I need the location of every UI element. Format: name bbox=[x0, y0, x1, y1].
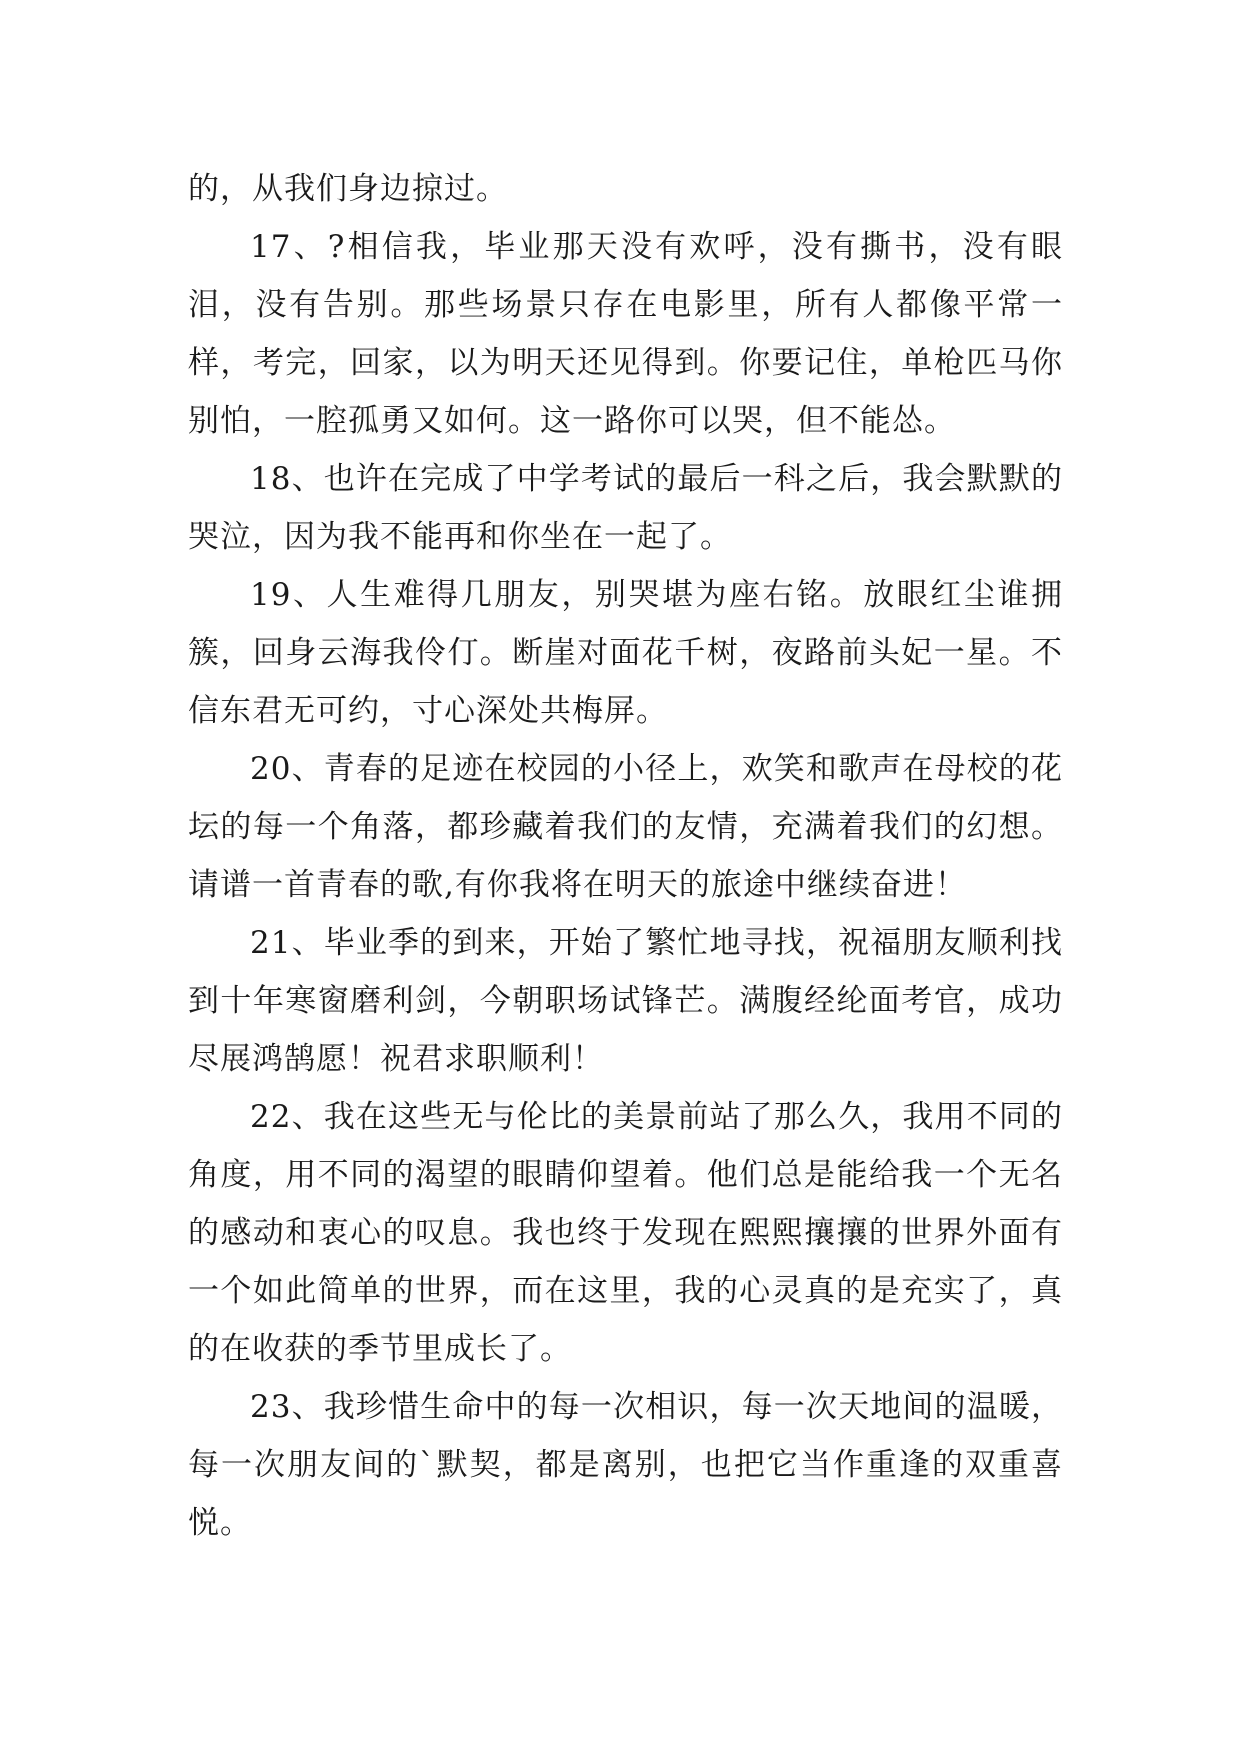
paragraph-item-18: 18、也许在完成了中学考试的最后一科之后，我会默默的哭泣，因为我不能再和你坐在一起了。 bbox=[188, 461, 1063, 555]
paragraph-continuation: 的，从我们身边掠过。 bbox=[188, 171, 508, 207]
paragraph-item-22: 22、我在这些无与伦比的美景前站了那么久，我用不同的角度，用不同的渴望的眼睛仰望着。他们总是能给我一个无名的感动和衷心的叹息。我也终于发现在熙熙攘攘的世界外面有一个如此简单的世界，而在这里，我的心灵真的是充实了，真的在收获的季节里成长了。 bbox=[188, 1099, 1063, 1367]
paragraph-item-20: 20、青春的足迹在校园的小径上，欢笑和歌声在母校的花坛的每一个角落，都珍藏着我们的友情，充满着我们的幻想。请谱一首青春的歌,有你我将在明天的旅途中继续奋进！ bbox=[188, 751, 1063, 903]
paragraph-item-19: 19、人生难得几朋友，别哭堪为座右铭。放眼红尘谁拥簇，回身云海我伶仃。断崖对面花千树，夜路前头妃一星。不信东君无可约，寸心深处共梅屏。 bbox=[188, 577, 1063, 729]
document-body bbox=[188, 160, 1063, 1552]
paragraph-item-17: 17、?相信我，毕业那天没有欢呼，没有撕书，没有眼泪，没有告别。那些场景只存在电影里，所有人都像平常一样，考完，回家，以为明天还见得到。你要记住，单枪匹马你别怕，一腔孤勇又如何。这一路你可以哭，但不能怂。 bbox=[188, 229, 1063, 439]
paragraph-item-23: 23、我珍惜生命中的每一次相识，每一次天地间的温暖，每一次朋友间的`默契，都是离别，也把它当作重逢的双重喜悦。 bbox=[188, 1389, 1063, 1541]
paragraph-item-21: 21、毕业季的到来，开始了繁忙地寻找，祝福朋友顺利找到十年寒窗磨利剑，今朝职场试锋芒。满腹经纶面考官，成功尽展鸿鹄愿！祝君求职顺利！ bbox=[188, 925, 1063, 1077]
